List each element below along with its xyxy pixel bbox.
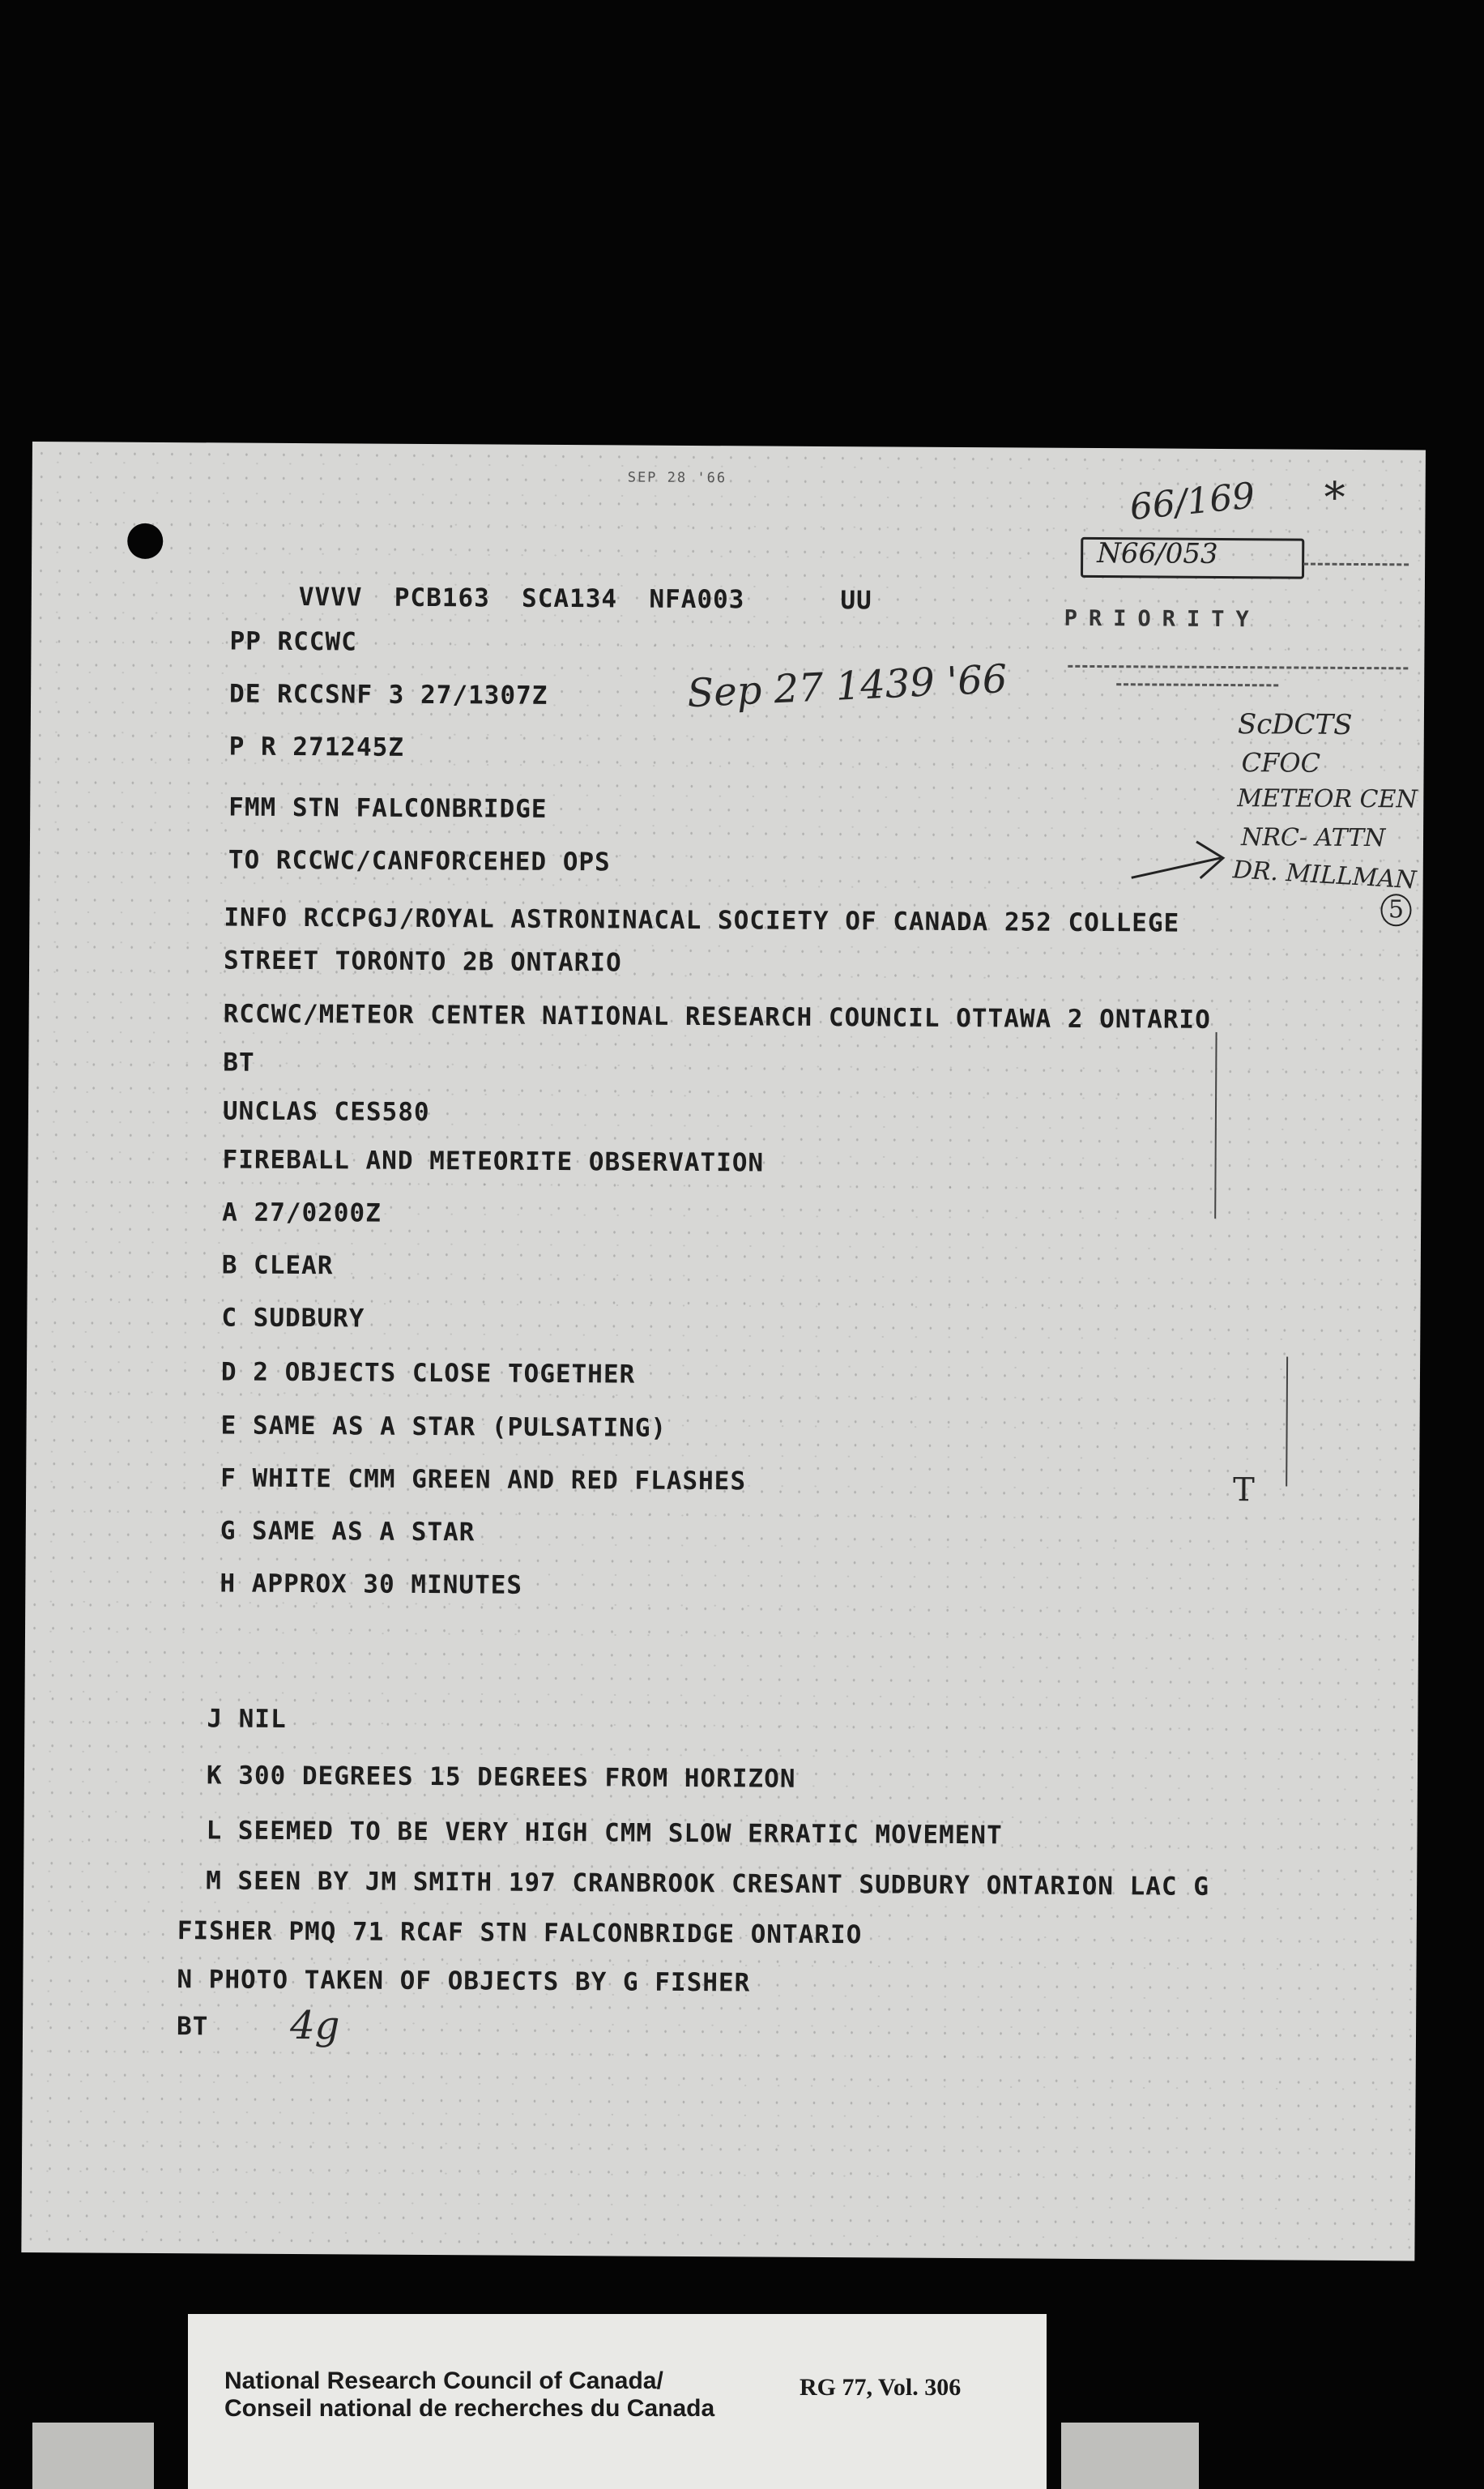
microfilm-edge-left (32, 2423, 154, 2489)
handwritten-routing-note: ScDCTS (1237, 708, 1353, 741)
dashed-line (1116, 683, 1278, 686)
archive-org-french: Conseil national de recherches du Canada (224, 2395, 715, 2422)
message-line: L SEEMED TO BE VERY HIGH CMM SLOW ERRATIC MOVEMENT (206, 1816, 1003, 1851)
message-line: H APPROX 30 MINUTES (220, 1569, 523, 1600)
pp-line: PP RCCWC (229, 626, 357, 657)
archive-organization (224, 2367, 714, 2423)
pr-line: P R 271245Z (228, 732, 405, 762)
message-line: A 27/0200Z (222, 1198, 382, 1228)
message-line: INFO RCCPGJ/ROYAL ASTRONINACAL SOCIETY OF CANADA 252 COLLEGE (224, 903, 1180, 938)
handwritten-circled-number: 5 (1380, 894, 1411, 926)
handwritten-asterisk: * (1324, 473, 1345, 523)
received-stamp: SEP 28 '66 (627, 469, 727, 487)
message-line: BT (223, 1048, 255, 1078)
pen-stroke (1214, 1032, 1217, 1219)
routing-line: VVVV PCB163 SCA134 NFA003 UU (298, 583, 872, 616)
punch-hole (127, 523, 163, 559)
message-line: M SEEN BY JM SMITH 197 CRANBROOK CRESANT SUDBURY ONTARION LAC G (206, 1866, 1210, 1902)
microfilm-edge-right (1061, 2423, 1199, 2489)
message-line: E SAME AS A STAR (PULSATING) (220, 1411, 667, 1443)
message-line: STREET TORONTO 2B ONTARIO (223, 946, 622, 978)
handwritten-routing-note: CFOC (1241, 747, 1321, 779)
pen-stroke (1286, 1356, 1288, 1486)
message-line: G SAME AS A STAR (220, 1516, 475, 1548)
archive-label (188, 2314, 1047, 2489)
telex-page (21, 442, 1426, 2261)
message-line: BT (176, 2012, 209, 2042)
de-line: DE RCCSNF 3 27/1307Z (228, 679, 548, 711)
handwritten-mark: T (1232, 1471, 1255, 1509)
message-line: F WHITE CMM GREEN AND RED FLASHES (220, 1463, 747, 1496)
message-line: FISHER PMQ 71 RCAF STN FALCONBRIDGE ONTARIO (177, 1916, 863, 1950)
message-line: J NIL (207, 1704, 287, 1734)
message-line: FIREBALL AND METEORITE OBSERVATION (222, 1145, 765, 1178)
arrow-icon (1128, 833, 1233, 899)
archive-reference: RG 77, Vol. 306 (800, 2374, 962, 2401)
message-line: TO RCCWC/CANFORCEHED OPS (228, 845, 611, 877)
handwritten-routing-note: DR. MILLMAN (1231, 856, 1418, 895)
handwritten-routing-note: NRC- ATTN (1240, 823, 1386, 853)
handwritten-routing-note: METEOR CEN (1237, 784, 1418, 814)
priority-label: PRIORITY (1064, 605, 1260, 633)
message-line: UNCLAS CES580 (222, 1096, 430, 1128)
message-line: B CLEAR (221, 1250, 334, 1281)
message-line: C SUDBURY (221, 1303, 365, 1334)
handwritten-date-received: Sep 27 1439 '66 (686, 656, 1009, 717)
handwritten-boxed-number: N66/053 (1097, 537, 1218, 570)
message-line: FMM STN FALCONBRIDGE (228, 792, 548, 824)
message-line: RCCWC/METEOR CENTER NATIONAL RESEARCH COUNCIL OTTAWA 2 ONTARIO (223, 999, 1211, 1035)
message-line: K 300 DEGREES 15 DEGREES FROM HORIZON (206, 1761, 796, 1794)
message-line: N PHOTO TAKEN OF OBJECTS BY G FISHER (177, 1965, 751, 1998)
handwritten-file-number: 66/169 (1128, 475, 1257, 529)
archive-org-english: National Research Council of Canada/ (224, 2367, 663, 2394)
message-line: D 2 OBJECTS CLOSE TOGETHER (220, 1357, 636, 1390)
dashed-line (1068, 665, 1408, 670)
dashed-line (1303, 563, 1409, 566)
handwritten-initials: 4g (289, 2002, 340, 2049)
